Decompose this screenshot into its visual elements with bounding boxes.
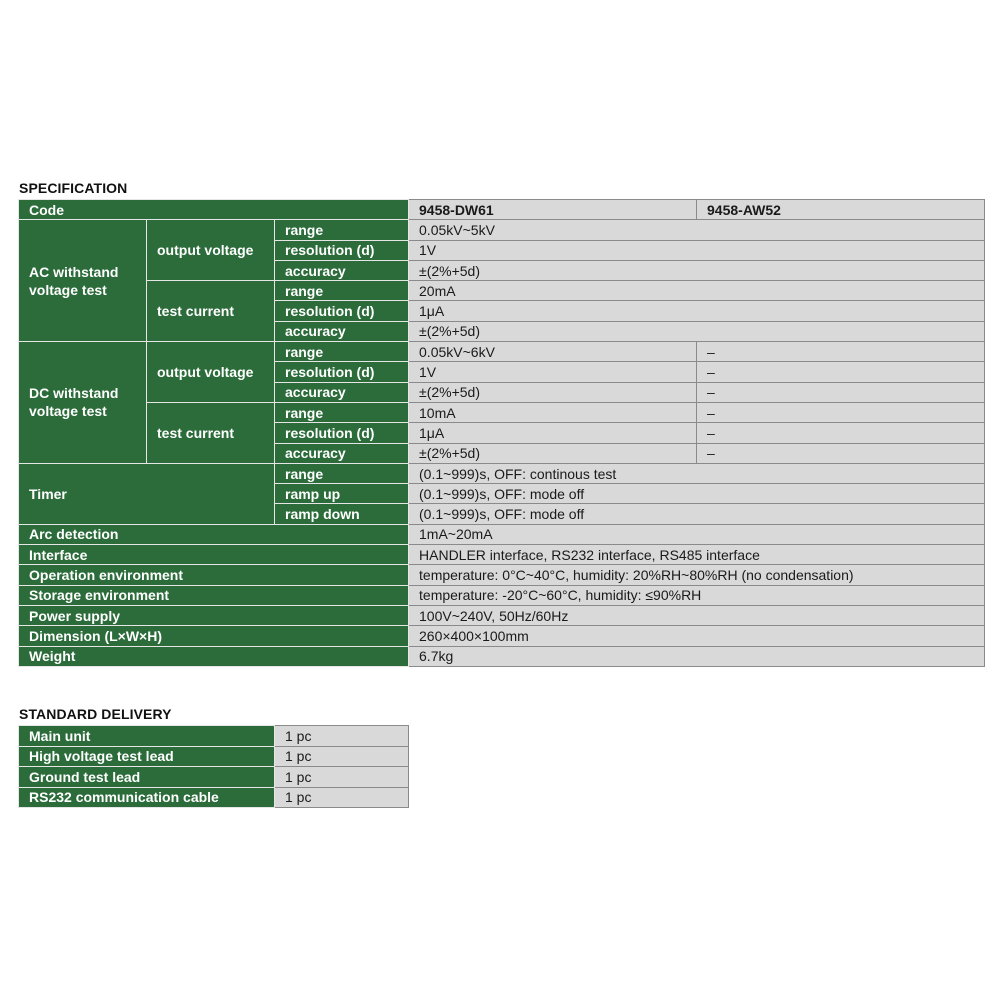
dc-ov-accuracy-value: ±(2%+5d) [409,382,697,402]
standard-delivery-table [18,725,409,808]
dc-ov-resolution-aw52: – [697,362,985,382]
interface-row [19,545,985,565]
standard-delivery-title: STANDARD DELIVERY [19,706,172,722]
dc-test-current-range-row [19,402,985,422]
arc-detection-value: 1mA~20mA [409,524,985,544]
delivery-item-name: High voltage test lead [19,746,275,767]
timer-range-label: range [275,463,409,483]
dc-tc-resolution-label: resolution (d) [275,423,409,443]
power-supply-value: 100V~240V, 50Hz/60Hz [409,605,985,625]
model-aw52: 9458-AW52 [697,200,985,220]
power-supply-row [19,605,985,625]
ac-tc-resolution-value: 1μA [409,301,985,321]
dimension-label: Dimension (L×W×H) [19,626,409,646]
dimension-value: 260×400×100mm [409,626,985,646]
ac-ov-accuracy-label: accuracy [275,260,409,280]
dimension-row [19,626,985,646]
specification-table [18,199,985,667]
delivery-item-qty: 1 pc [275,787,409,808]
delivery-row [19,767,409,788]
arc-detection-label: Arc detection [19,524,409,544]
ac-tc-range-label: range [275,281,409,301]
dc-ov-range-aw52: – [697,342,985,362]
ac-ov-range-label: range [275,220,409,240]
timer-range-row [19,463,985,483]
storage-environment-label: Storage environment [19,585,409,605]
delivery-item-name: Main unit [19,726,275,747]
dc-ov-accuracy-label: accuracy [275,382,409,402]
dc-tc-range-value: 10mA [409,402,697,422]
dc-test-current-label: test current [147,402,275,463]
ac-ov-range-value: 0.05kV~5kV [409,220,985,240]
dc-tc-accuracy-label: accuracy [275,443,409,463]
delivery-item-name: Ground test lead [19,767,275,788]
dc-tc-accuracy-aw52: – [697,443,985,463]
ac-output-voltage-range-row [19,220,985,240]
weight-row [19,646,985,666]
delivery-item-qty: 1 pc [275,746,409,767]
dc-ov-accuracy-aw52: – [697,382,985,402]
delivery-row [19,746,409,767]
dc-output-voltage-range-row [19,342,985,362]
dc-tc-range-aw52: – [697,402,985,422]
interface-label: Interface [19,545,409,565]
ac-ov-resolution-value: 1V [409,240,985,260]
operation-environment-row [19,565,985,585]
operation-environment-value: temperature: 0°C~40°C, humidity: 20%RH~80%RH (no condensation) [409,565,985,585]
ac-tc-resolution-label: resolution (d) [275,301,409,321]
delivery-row [19,726,409,747]
ac-test-label: AC withstand voltage test [19,220,147,342]
delivery-item-name: RS232 communication cable [19,787,275,808]
arc-detection-row [19,524,985,544]
timer-ramp-up-label: ramp up [275,484,409,504]
weight-value: 6.7kg [409,646,985,666]
timer-label: Timer [19,463,275,524]
timer-range-value: (0.1~999)s, OFF: continous test [409,463,985,483]
model-dw61: 9458-DW61 [409,200,697,220]
ac-ov-resolution-label: resolution (d) [275,240,409,260]
timer-ramp-down-value: (0.1~999)s, OFF: mode off [409,504,985,524]
timer-ramp-up-value: (0.1~999)s, OFF: mode off [409,484,985,504]
ac-tc-accuracy-value: ±(2%+5d) [409,321,985,341]
storage-environment-value: temperature: -20°C~60°C, humidity: ≤90%RH [409,585,985,605]
dc-ov-range-value: 0.05kV~6kV [409,342,697,362]
dc-ov-resolution-label: resolution (d) [275,362,409,382]
dc-tc-range-label: range [275,402,409,422]
dc-tc-resolution-value: 1μA [409,423,697,443]
power-supply-label: Power supply [19,605,409,625]
ac-output-voltage-label: output voltage [147,220,275,281]
delivery-row [19,787,409,808]
ac-tc-accuracy-label: accuracy [275,321,409,341]
delivery-item-qty: 1 pc [275,767,409,788]
storage-environment-row [19,585,985,605]
delivery-item-qty: 1 pc [275,726,409,747]
dc-tc-accuracy-value: ±(2%+5d) [409,443,697,463]
specification-title: SPECIFICATION [19,180,128,196]
dc-tc-resolution-aw52: – [697,423,985,443]
ac-ov-accuracy-value: ±(2%+5d) [409,260,985,280]
dc-ov-range-label: range [275,342,409,362]
dc-test-label: DC withstand voltage test [19,342,147,464]
ac-test-current-label: test current [147,281,275,342]
operation-environment-label: Operation environment [19,565,409,585]
ac-test-current-range-row [19,281,985,301]
code-label: Code [19,200,409,220]
timer-ramp-down-label: ramp down [275,504,409,524]
dc-ov-resolution-value: 1V [409,362,697,382]
dc-output-voltage-label: output voltage [147,342,275,403]
interface-value: HANDLER interface, RS232 interface, RS485 interface [409,545,985,565]
ac-tc-range-value: 20mA [409,281,985,301]
code-row [19,200,985,220]
weight-label: Weight [19,646,409,666]
